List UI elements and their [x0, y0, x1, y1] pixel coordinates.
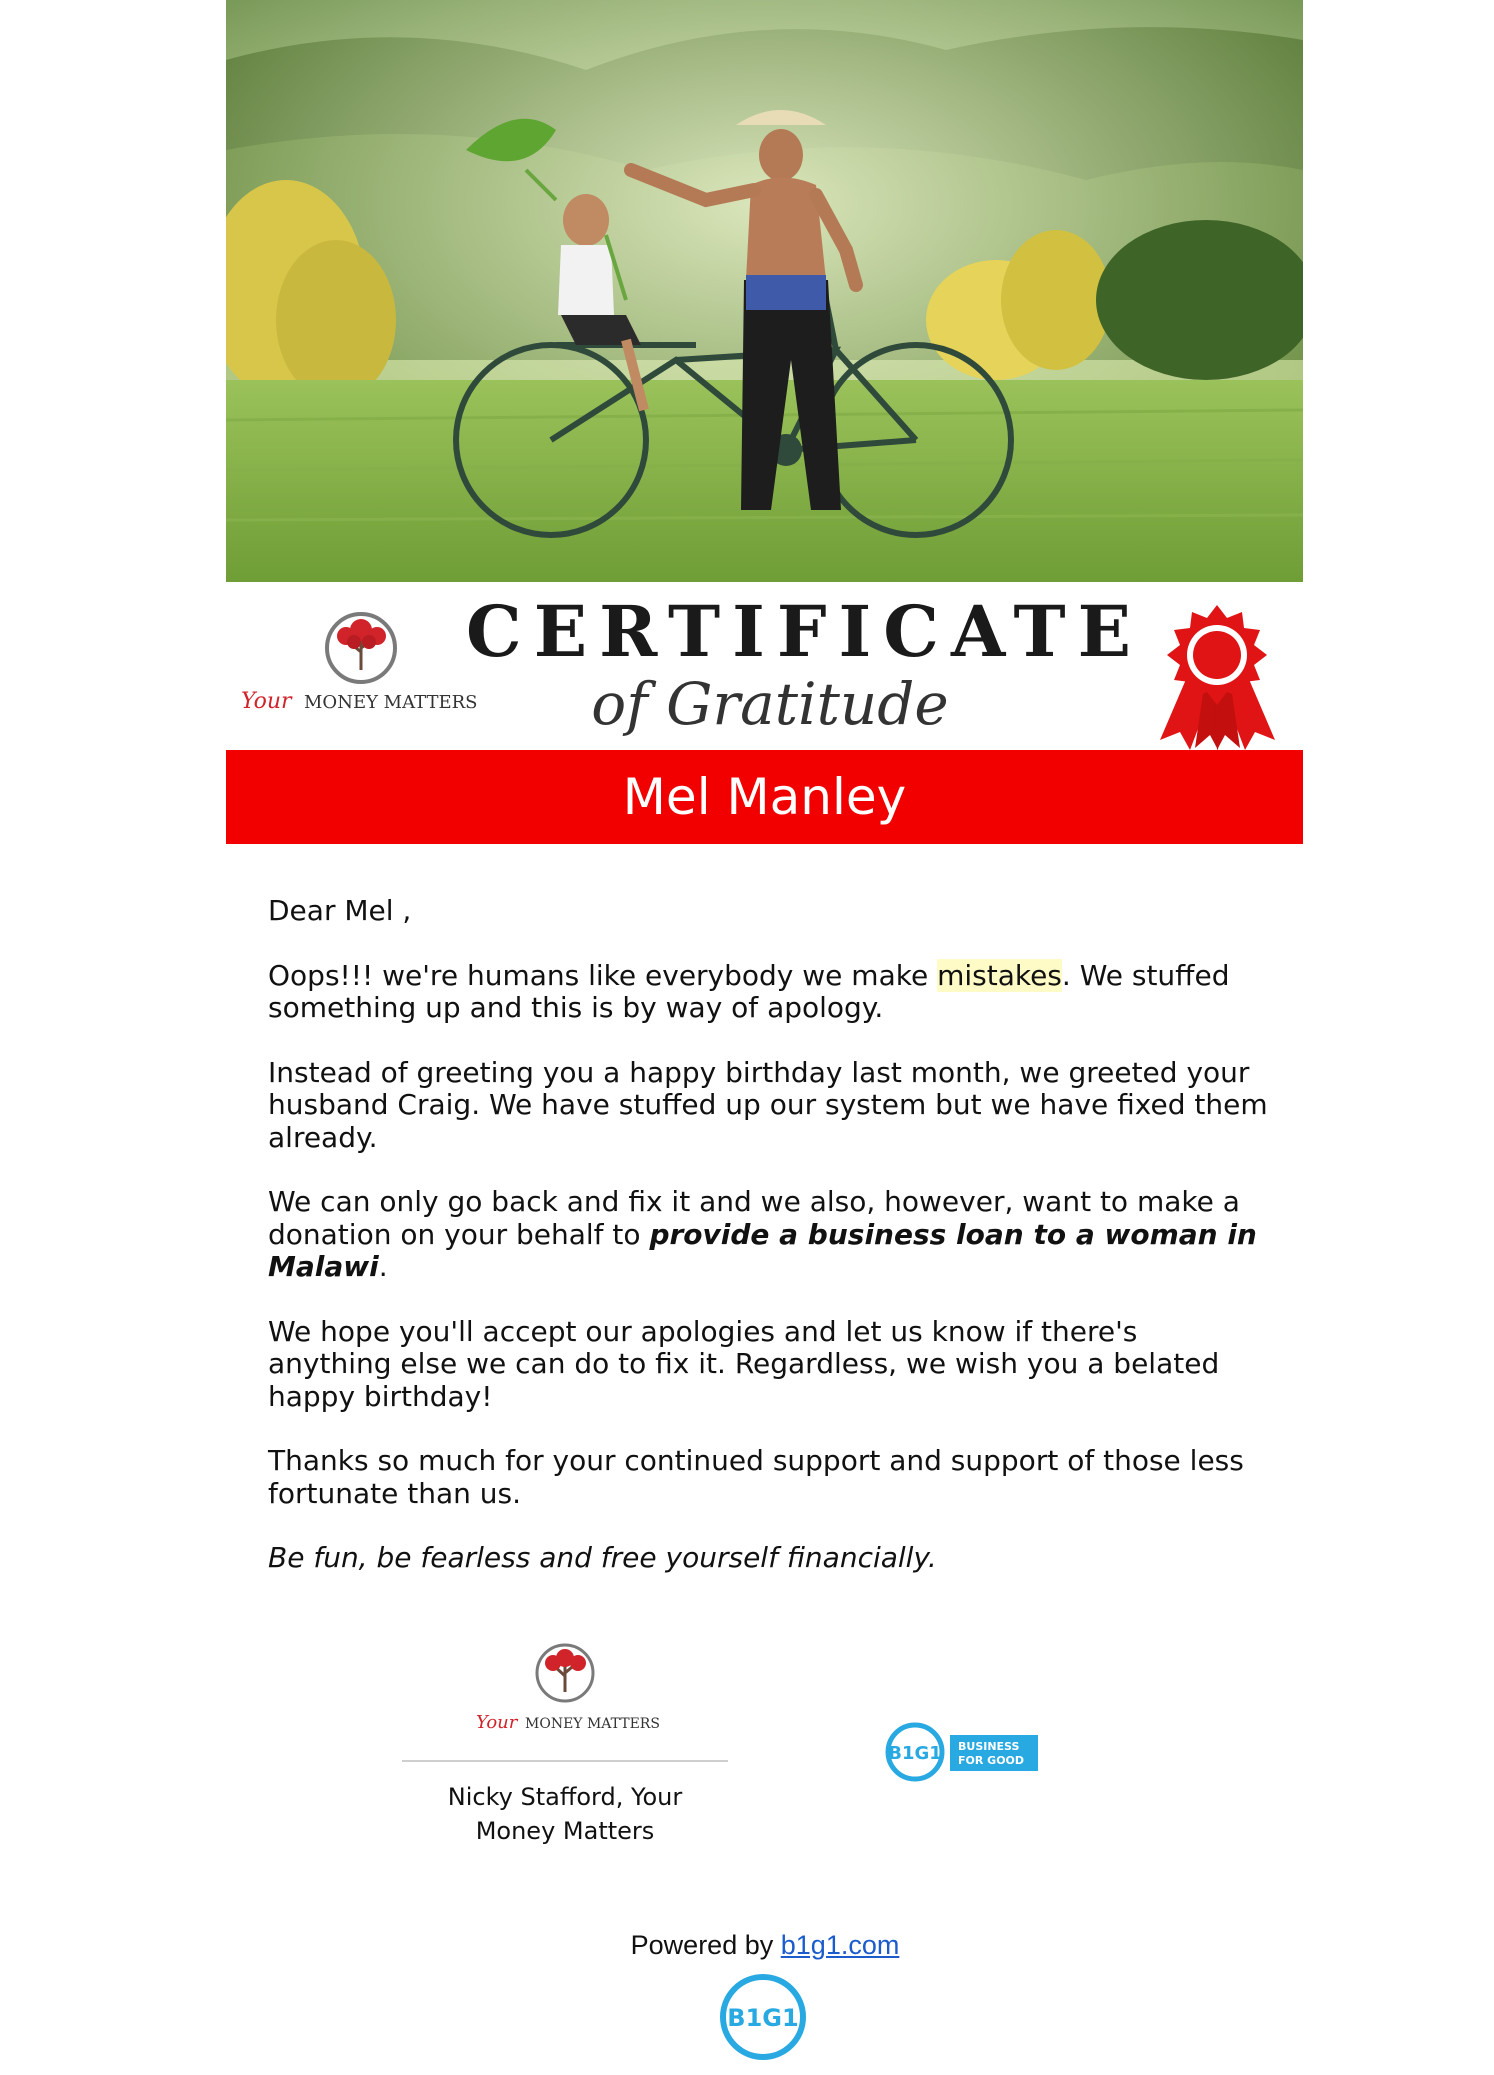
b1g1-business-for-good-logo — [875, 1722, 1040, 1782]
signature-logo — [470, 1640, 660, 1740]
paragraph-wishes: We hope you'll accept our apologies and let us know if there's anything else we can do to fix it. Regardless, we wish you a belated happy birthday! — [268, 1314, 1220, 1413]
sig-logo-your: Your — [476, 1712, 518, 1733]
hero-photo — [226, 0, 1303, 582]
text-fragment: Oops!!! we're humans like everybody we make — [268, 958, 938, 992]
logo-your-text: Your — [241, 689, 292, 714]
signature-name — [402, 1780, 728, 1848]
paragraph-explanation: Instead of greeting you a happy birthday last month, we greeted your husband Craig. We have stuffed up our system but we have fixed them already. — [268, 1055, 1268, 1154]
powered-by-footer — [0, 1930, 1494, 1961]
logo-money-matters-text: MONEY MATTERS — [304, 692, 478, 713]
signature-name-line-2: Money Matters — [475, 1817, 655, 1845]
signature-divider — [402, 1760, 728, 1762]
paragraph-thanks: Thanks so much for your continued support and support of those less fortunate than us. — [268, 1444, 1244, 1510]
signature-name-line-1: Nicky Stafford, Your — [447, 1783, 683, 1811]
sig-logo-money-matters: MONEY MATTERS — [525, 1716, 660, 1732]
donation-emphasis: provide a business loan to a woman in Malawi — [268, 1217, 1257, 1283]
text-fragment: . We stuffed something up and this is by way of apology. — [268, 958, 1230, 1024]
certificate-title: CERTIFICATE — [466, 590, 1143, 673]
certificate-subtitle: of Gratitude — [591, 670, 949, 738]
your-money-matters-logo — [236, 610, 486, 730]
hero-illustration — [226, 0, 1303, 582]
paragraph-apology — [268, 960, 1268, 1025]
signature-block — [402, 1640, 728, 1848]
b1g1-badge-text: B1G1 — [888, 1743, 942, 1764]
recipient-name-bar: Mel Manley — [226, 750, 1303, 844]
text-fragment: . — [378, 1250, 388, 1283]
b1g1-link[interactable]: b1g1.com — [780, 1930, 900, 1960]
motto: Be fun, be fearless and free yourself financially. — [268, 1541, 937, 1574]
greeting: Dear Mel , — [268, 894, 412, 927]
text-fragment: We can only go back and fix it and we also, however, want to make a donation on your behalf to — [268, 1185, 1240, 1251]
powered-by-label: Powered by — [630, 1930, 774, 1960]
b1g1-round-text: B1G1 — [727, 2004, 799, 2032]
b1g1-badge-line-1: BUSINESS — [958, 1740, 1020, 1753]
paragraph-donation — [268, 1186, 1268, 1284]
letter-body — [268, 895, 1268, 1607]
b1g1-badge-line-2: FOR GOOD — [958, 1754, 1025, 1767]
highlighted-word: mistakes — [937, 958, 1062, 992]
award-ribbon-icon — [1150, 600, 1285, 750]
b1g1-round-logo — [716, 1970, 810, 2064]
